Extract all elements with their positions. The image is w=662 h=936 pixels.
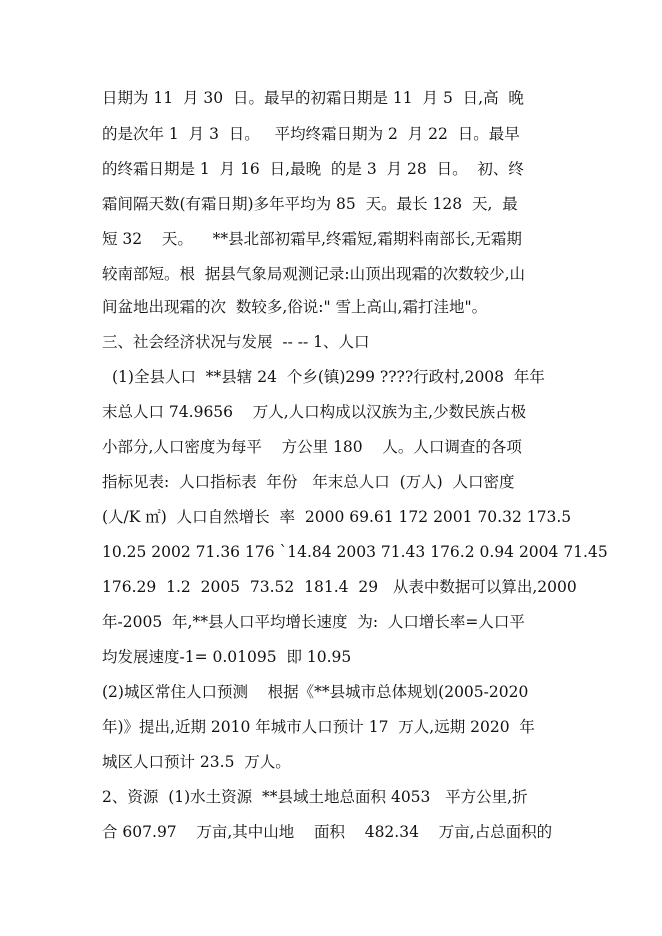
text-line: 日期为 11 月 30 日。最早的初霜日期是 11 月 5 日,高 晚 bbox=[102, 89, 524, 107]
section-heading: 三、社会经济状况与发展 -- -- 1、人口 bbox=[102, 333, 370, 351]
text-line: (1)全县人口 **县辖 24 个乡(镇)299 ????行政村,2008 年年 bbox=[112, 368, 545, 386]
text-line: 2、资源 (1)水土资源 **县域土地总面积 4053 平方公里,折 bbox=[102, 788, 528, 806]
text-line: 霜间隔天数(有霜日期)多年平均为 85 天。最长 128 天, 最 bbox=[102, 195, 518, 213]
text-line: (2)城区常住人口预测 根据《**县城市总体规划(2005-2020 bbox=[102, 683, 529, 701]
text-line: (人/K ㎡) 人口自然增长 率 2000 69.61 172 2001 70.32 173.5 bbox=[102, 508, 572, 526]
text-line: 10.25 2002 71.36 176 `14.84 2003 71.43 176.2 0.94 2004 71.45 bbox=[102, 543, 608, 561]
text-line: 小部分,人口密度为每平 方公里 180 人。人口调查的各项 bbox=[102, 438, 522, 456]
text-line: 较南部短。根 据县气象局观测记录:山顶出现霜的次数较少,山 bbox=[102, 265, 526, 283]
text-line: 均发展速度-1= 0.01095 即 10.95 bbox=[102, 648, 352, 666]
text-line: 的是次年 1 月 3 日。 平均终霜日期为 2 月 22 日。最早 bbox=[102, 125, 520, 143]
text-line: 末总人口 74.9656 万人,人口构成以汉族为主,少数民族占极 bbox=[102, 403, 527, 421]
text-line: 城区人口预计 23.5 万人。 bbox=[102, 753, 291, 771]
text-line: 短 32 天。 **县北部初霜早,终霜短,霜期料南部长,无霜期 bbox=[102, 230, 522, 248]
text-line: 的终霜日期是 1 月 16 日,最晚 的是 3 月 28 日。 初、终 bbox=[102, 160, 524, 178]
text-line: 年-2005 年,**县人口平均增长速度 为: 人口增长率=人口平 bbox=[102, 613, 525, 631]
text-line: 间盆地出现霜的次 数较多,俗说:" 雪上高山,霜打洼地"。 bbox=[102, 298, 488, 316]
text-line: 指标见表: 人口指标表 年份 年末总人口 (万人) 人口密度 bbox=[102, 473, 515, 491]
text-line: 176.29 1.2 2005 73.52 181.4 29 从表中数据可以算出,2000 bbox=[102, 578, 577, 596]
text-line: 合 607.97 万亩,其中山地 面积 482.34 万亩,占总面积的 bbox=[102, 823, 553, 841]
text-line: 年)》提出,近期 2010 年城市人口预计 17 万人,远期 2020 年 bbox=[102, 718, 535, 736]
